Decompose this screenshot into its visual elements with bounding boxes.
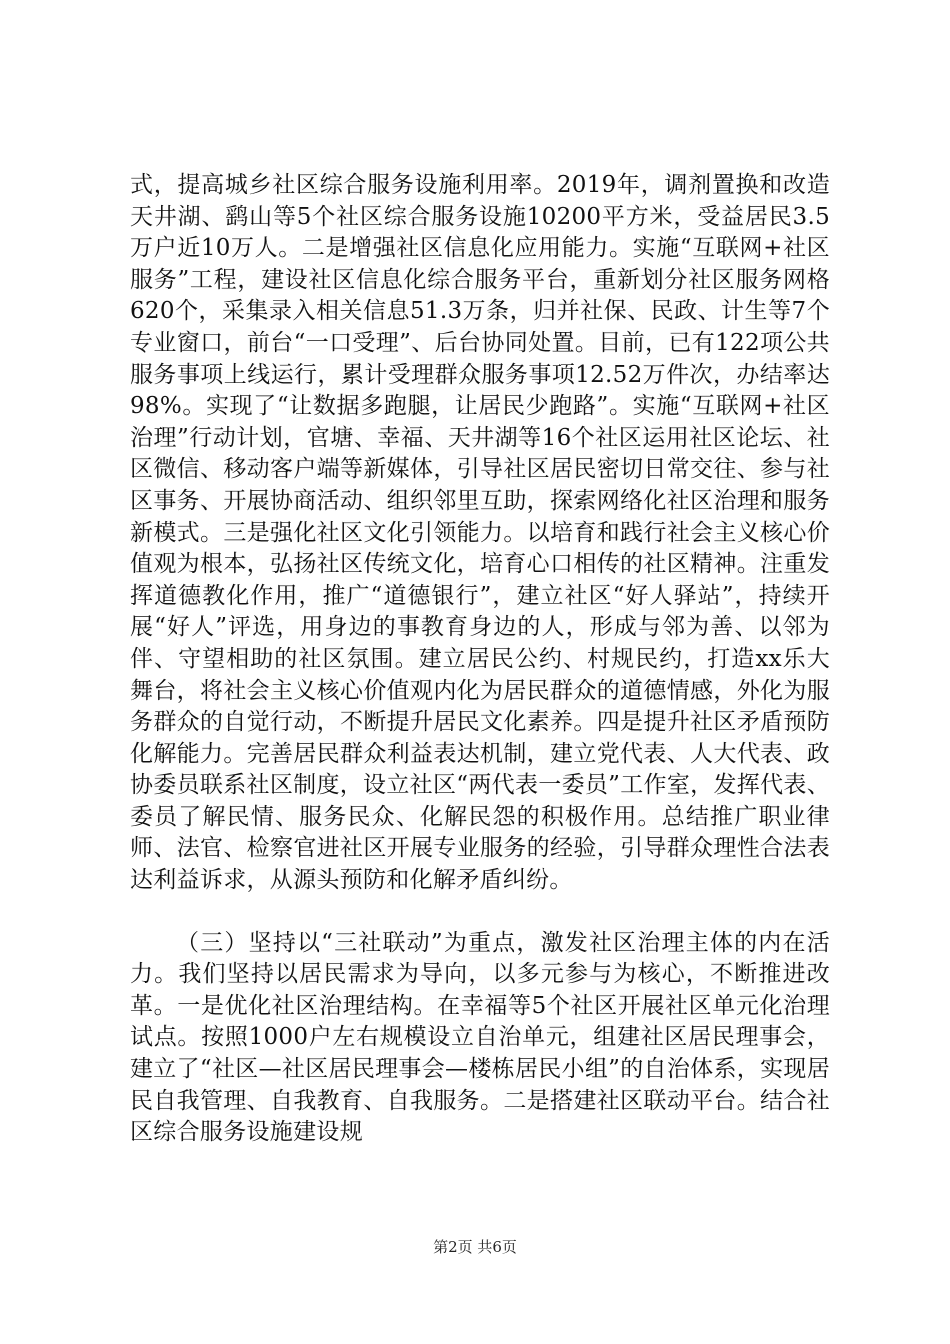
page-footer: 第2页 共6页: [433, 1238, 517, 1256]
document-body: [130, 170, 830, 1149]
paragraph-section-three: （三）坚持以“三社联动”为重点，激发社区治理主体的内在活力。我们坚持以居民需求为导向，以多元参与为核心，不断推进改革。一是优化社区治理结构。在幸福等5个社区开展社区单元化治理试点。按照1000户左右规模设立自治单元，组建社区居民理事会，建立了“社区—社区居民理事会—楼栋居民小组”的自治体系，实现居民自我管理、自我教育、自我服务。二是搭建社区联动平台。结合社区综合服务设施建设规: [130, 929, 830, 1146]
paragraph-continuation: 式，提高城乡社区综合服务设施利用率。2019年，调剂置换和改造天井湖、鹞山等5个社区综合服务设施10200平方米，受益居民3.5万户近10万人。二是增强社区信息化应用能力。实施“互联网+社区服务”工程，建设社区信息化综合服务平台，重新划分社区服务网格620个，采集录入相关信息51.3万条，归并社保、民政、计生等7个专业窗口，前台“一口受理”、后台协同处置。目前，已有122项公共服务事项上线运行，累计受理群众服务事项12.52万件次，办结率达98%。实现了“让数据多跑腿，让居民少跑路”。实施“互联网+社区治理”行动计划，官塘、幸福、天井湖等16个社区运用社区论坛、社区微信、移动客户端等新媒体，引导社区居民密切日常交往、参与社区事务、开展协商活动、组织邻里互助，探索网络化社区治理和服务新模式。三是强化社区文化引领能力。以培育和践行社会主义核心价值观为根本，弘扬社区传统文化，培育心口相传的社区精神。注重发挥道德教化作用，推广“道德银行”，建立社区“好人驿站”，持续开展“好人”评选，用身边的事教育身边的人，形成与邻为善、以邻为伴、守望相助的社区氛围。建立居民公约、村规民约，打造xx乐大舞台，将社会主义核心价值观内化为居民群众的道德情感，外化为服务群众的自觉行动，不断提升居民文化素养。四是提升社区矛盾预防化解能力。完善居民群众利益表达机制，建立党代表、人大代表、政协委员联系社区制度，设立社区“两代表一委员”工作室，发挥代表、委员了解民情、服务民众、化解民怨的积极作用。总结推广职业律师、法官、检察官进社区开展专业服务的经验，引导群众理性合法表达利益诉求，从源头预防和化解矛盾纠纷。: [130, 172, 830, 894]
